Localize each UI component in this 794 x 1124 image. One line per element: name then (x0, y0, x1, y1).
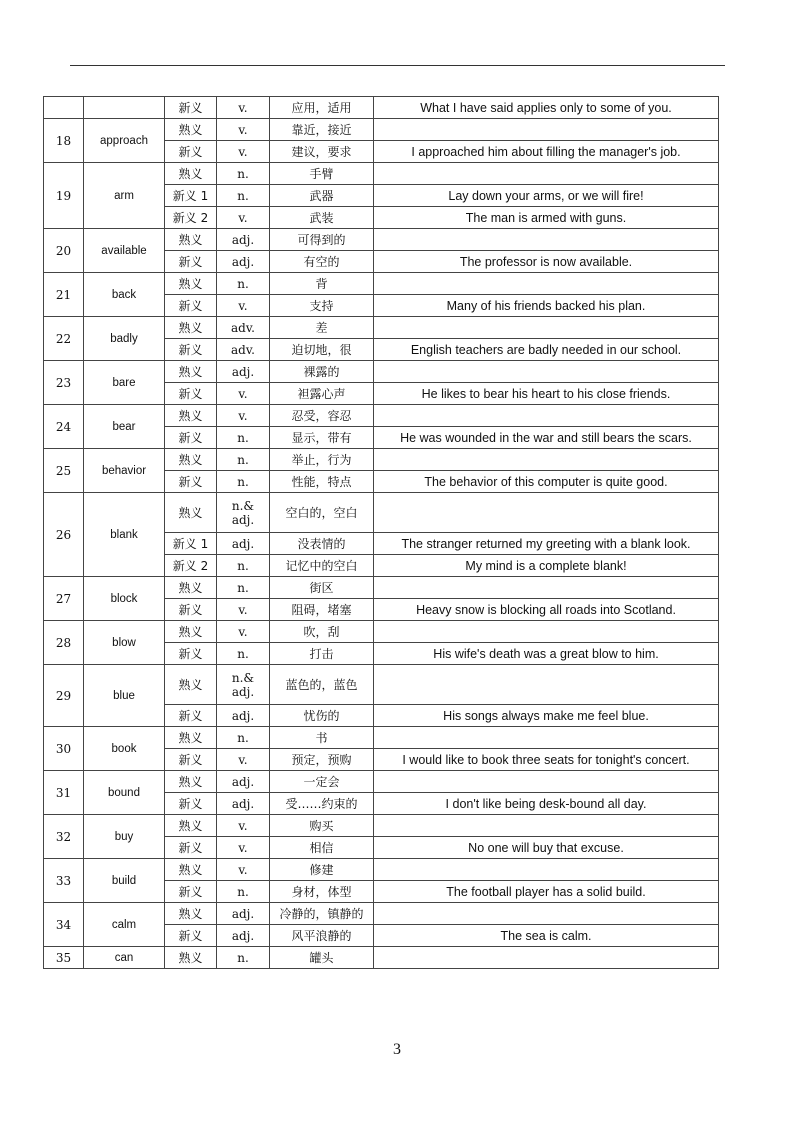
part-of-speech: v. (217, 815, 270, 837)
sense-type: 熟义 (165, 577, 217, 599)
entry-number: 28 (44, 621, 84, 665)
entry-number: 23 (44, 361, 84, 405)
entry-word: block (84, 577, 165, 621)
meaning: 忧伤的 (270, 705, 374, 727)
example-sentence: The behavior of this computer is quite good. (374, 471, 719, 493)
example-sentence: He was wounded in the war and still bears the scars. (374, 427, 719, 449)
sense-type: 熟义 (165, 621, 217, 643)
entry-number: 31 (44, 771, 84, 815)
part-of-speech: v. (217, 97, 270, 119)
part-of-speech: n. (217, 643, 270, 665)
table-row (44, 361, 719, 383)
meaning: 差 (270, 317, 374, 339)
entry-word (84, 97, 165, 119)
sense-type: 新义 1 (165, 185, 217, 207)
entry-word: blank (84, 493, 165, 577)
example-sentence (374, 771, 719, 793)
sense-type: 新义 (165, 141, 217, 163)
example-sentence: His wife's death was a great blow to him. (374, 643, 719, 665)
meaning: 记忆中的空白 (270, 555, 374, 577)
sense-type: 熟义 (165, 273, 217, 295)
table-row (44, 947, 719, 969)
example-sentence (374, 119, 719, 141)
sense-type: 新义 2 (165, 555, 217, 577)
entry-word: blue (84, 665, 165, 727)
table-row (44, 727, 719, 749)
sense-type: 新义 (165, 339, 217, 361)
meaning: 应用，适用 (270, 97, 374, 119)
meaning: 没表情的 (270, 533, 374, 555)
meaning: 建议，要求 (270, 141, 374, 163)
entry-number: 18 (44, 119, 84, 163)
example-sentence (374, 317, 719, 339)
part-of-speech: adj. (217, 903, 270, 925)
header-rule (70, 65, 725, 66)
vocabulary-table (43, 96, 719, 969)
example-sentence: I approached him about filling the manager's job. (374, 141, 719, 163)
entry-word: calm (84, 903, 165, 947)
part-of-speech: adj. (217, 705, 270, 727)
example-sentence: I would like to book three seats for tonight's concert. (374, 749, 719, 771)
part-of-speech: n. (217, 577, 270, 599)
part-of-speech: v. (217, 141, 270, 163)
part-of-speech: n. (217, 727, 270, 749)
entry-number: 22 (44, 317, 84, 361)
part-of-speech: adj. (217, 925, 270, 947)
entry-word: arm (84, 163, 165, 229)
table-row (44, 665, 719, 705)
part-of-speech: adj. (217, 229, 270, 251)
example-sentence (374, 493, 719, 533)
example-sentence (374, 859, 719, 881)
meaning: 手臂 (270, 163, 374, 185)
part-of-speech: adj. (217, 533, 270, 555)
part-of-speech: v. (217, 621, 270, 643)
entry-number (44, 97, 84, 119)
meaning: 性能，特点 (270, 471, 374, 493)
meaning: 书 (270, 727, 374, 749)
example-sentence: His songs always make me feel blue. (374, 705, 719, 727)
part-of-speech: v. (217, 599, 270, 621)
part-of-speech: n. (217, 471, 270, 493)
example-sentence: I don't like being desk-bound all day. (374, 793, 719, 815)
entry-number: 32 (44, 815, 84, 859)
part-of-speech: n. (217, 449, 270, 471)
example-sentence: The professor is now available. (374, 251, 719, 273)
sense-type: 新义 (165, 643, 217, 665)
entry-number: 21 (44, 273, 84, 317)
sense-type: 熟义 (165, 119, 217, 141)
meaning: 预定，预购 (270, 749, 374, 771)
meaning: 阻碍，堵塞 (270, 599, 374, 621)
meaning: 受……约束的 (270, 793, 374, 815)
meaning: 相信 (270, 837, 374, 859)
part-of-speech: adv. (217, 339, 270, 361)
entry-word: blow (84, 621, 165, 665)
sense-type: 熟义 (165, 317, 217, 339)
sense-type: 熟义 (165, 449, 217, 471)
part-of-speech: n. (217, 185, 270, 207)
example-sentence: The stranger returned my greeting with a blank look. (374, 533, 719, 555)
part-of-speech: v. (217, 405, 270, 427)
meaning: 身材，体型 (270, 881, 374, 903)
part-of-speech: v. (217, 837, 270, 859)
sense-type: 熟义 (165, 493, 217, 533)
example-sentence (374, 163, 719, 185)
meaning: 空白的，空白 (270, 493, 374, 533)
table-row (44, 317, 719, 339)
entry-number: 33 (44, 859, 84, 903)
table-row (44, 97, 719, 119)
meaning: 蓝色的，蓝色 (270, 665, 374, 705)
meaning: 显示，带有 (270, 427, 374, 449)
sense-type: 新义 (165, 749, 217, 771)
example-sentence: No one will buy that excuse. (374, 837, 719, 859)
part-of-speech: adv. (217, 317, 270, 339)
entry-word: back (84, 273, 165, 317)
example-sentence: He likes to bear his heart to his close friends. (374, 383, 719, 405)
sense-type: 新义 (165, 427, 217, 449)
example-sentence (374, 405, 719, 427)
part-of-speech: adj. (217, 361, 270, 383)
example-sentence (374, 577, 719, 599)
entry-number: 30 (44, 727, 84, 771)
example-sentence: Heavy snow is blocking all roads into Scotland. (374, 599, 719, 621)
sense-type: 熟义 (165, 771, 217, 793)
entry-number: 19 (44, 163, 84, 229)
sense-type: 熟义 (165, 405, 217, 427)
part-of-speech: v. (217, 295, 270, 317)
part-of-speech: n. (217, 427, 270, 449)
example-sentence: What I have said applies only to some of you. (374, 97, 719, 119)
entry-word: available (84, 229, 165, 273)
sense-type: 新义 (165, 599, 217, 621)
sense-type: 熟义 (165, 727, 217, 749)
example-sentence: The man is armed with guns. (374, 207, 719, 229)
part-of-speech: v. (217, 749, 270, 771)
meaning: 忍受，容忍 (270, 405, 374, 427)
meaning: 武装 (270, 207, 374, 229)
table-row (44, 577, 719, 599)
meaning: 修建 (270, 859, 374, 881)
example-sentence (374, 947, 719, 969)
entry-word: bare (84, 361, 165, 405)
part-of-speech: v. (217, 207, 270, 229)
meaning: 一定会 (270, 771, 374, 793)
sense-type: 新义 (165, 295, 217, 317)
part-of-speech: n. (217, 947, 270, 969)
table-row (44, 815, 719, 837)
sense-type: 新义 2 (165, 207, 217, 229)
part-of-speech: n. (217, 273, 270, 295)
sense-type: 新义 (165, 471, 217, 493)
part-of-speech: n.& adj. (217, 493, 270, 533)
meaning: 冷静的，镇静的 (270, 903, 374, 925)
example-sentence: The football player has a solid build. (374, 881, 719, 903)
part-of-speech: n. (217, 881, 270, 903)
part-of-speech: n.& adj. (217, 665, 270, 705)
entry-number: 24 (44, 405, 84, 449)
entry-word: behavior (84, 449, 165, 493)
meaning: 袒露心声 (270, 383, 374, 405)
table-row (44, 903, 719, 925)
entry-number: 20 (44, 229, 84, 273)
example-sentence: Many of his friends backed his plan. (374, 295, 719, 317)
entry-word: badly (84, 317, 165, 361)
example-sentence (374, 621, 719, 643)
entry-word: approach (84, 119, 165, 163)
table-row (44, 493, 719, 533)
sense-type: 新义 (165, 97, 217, 119)
meaning: 打击 (270, 643, 374, 665)
page-number: 3 (393, 1041, 401, 1058)
sense-type: 熟义 (165, 163, 217, 185)
example-sentence: My mind is a complete blank! (374, 555, 719, 577)
table-row (44, 771, 719, 793)
entry-number: 35 (44, 947, 84, 969)
sense-type: 熟义 (165, 947, 217, 969)
part-of-speech: n. (217, 163, 270, 185)
sense-type: 新义 (165, 251, 217, 273)
part-of-speech: adj. (217, 771, 270, 793)
sense-type: 新义 1 (165, 533, 217, 555)
meaning: 支持 (270, 295, 374, 317)
meaning: 武器 (270, 185, 374, 207)
entry-number: 26 (44, 493, 84, 577)
table-row (44, 163, 719, 185)
entry-word: build (84, 859, 165, 903)
meaning: 背 (270, 273, 374, 295)
entry-number: 25 (44, 449, 84, 493)
part-of-speech: v. (217, 119, 270, 141)
table-row (44, 405, 719, 427)
sense-type: 新义 (165, 793, 217, 815)
entry-number: 34 (44, 903, 84, 947)
entry-word: can (84, 947, 165, 969)
example-sentence (374, 361, 719, 383)
meaning: 可得到的 (270, 229, 374, 251)
example-sentence: English teachers are badly needed in our school. (374, 339, 719, 361)
example-sentence (374, 903, 719, 925)
sense-type: 新义 (165, 925, 217, 947)
vocabulary-table-body (44, 97, 719, 969)
example-sentence (374, 815, 719, 837)
entry-word: bear (84, 405, 165, 449)
meaning: 靠近，接近 (270, 119, 374, 141)
sense-type: 熟义 (165, 859, 217, 881)
entry-number: 27 (44, 577, 84, 621)
sense-type: 新义 (165, 705, 217, 727)
sense-type: 新义 (165, 383, 217, 405)
example-sentence: The sea is calm. (374, 925, 719, 947)
example-sentence (374, 727, 719, 749)
example-sentence (374, 665, 719, 705)
example-sentence (374, 273, 719, 295)
table-row (44, 229, 719, 251)
entry-number: 29 (44, 665, 84, 727)
example-sentence (374, 449, 719, 471)
sense-type: 新义 (165, 881, 217, 903)
part-of-speech: v. (217, 383, 270, 405)
sense-type: 熟义 (165, 903, 217, 925)
table-row (44, 273, 719, 295)
meaning: 吹，刮 (270, 621, 374, 643)
table-row (44, 449, 719, 471)
table-row (44, 621, 719, 643)
meaning: 迫切地，很 (270, 339, 374, 361)
entry-word: bound (84, 771, 165, 815)
part-of-speech: n. (217, 555, 270, 577)
sense-type: 熟义 (165, 229, 217, 251)
entry-word: buy (84, 815, 165, 859)
table-row (44, 119, 719, 141)
part-of-speech: v. (217, 859, 270, 881)
sense-type: 熟义 (165, 361, 217, 383)
sense-type: 新义 (165, 837, 217, 859)
meaning: 街区 (270, 577, 374, 599)
part-of-speech: adj. (217, 251, 270, 273)
part-of-speech: adj. (217, 793, 270, 815)
entry-word: book (84, 727, 165, 771)
meaning: 罐头 (270, 947, 374, 969)
table-row (44, 859, 719, 881)
meaning: 裸露的 (270, 361, 374, 383)
example-sentence: Lay down your arms, or we will fire! (374, 185, 719, 207)
example-sentence (374, 229, 719, 251)
meaning: 购买 (270, 815, 374, 837)
meaning: 有空的 (270, 251, 374, 273)
sense-type: 熟义 (165, 815, 217, 837)
meaning: 风平浪静的 (270, 925, 374, 947)
meaning: 举止，行为 (270, 449, 374, 471)
sense-type: 熟义 (165, 665, 217, 705)
